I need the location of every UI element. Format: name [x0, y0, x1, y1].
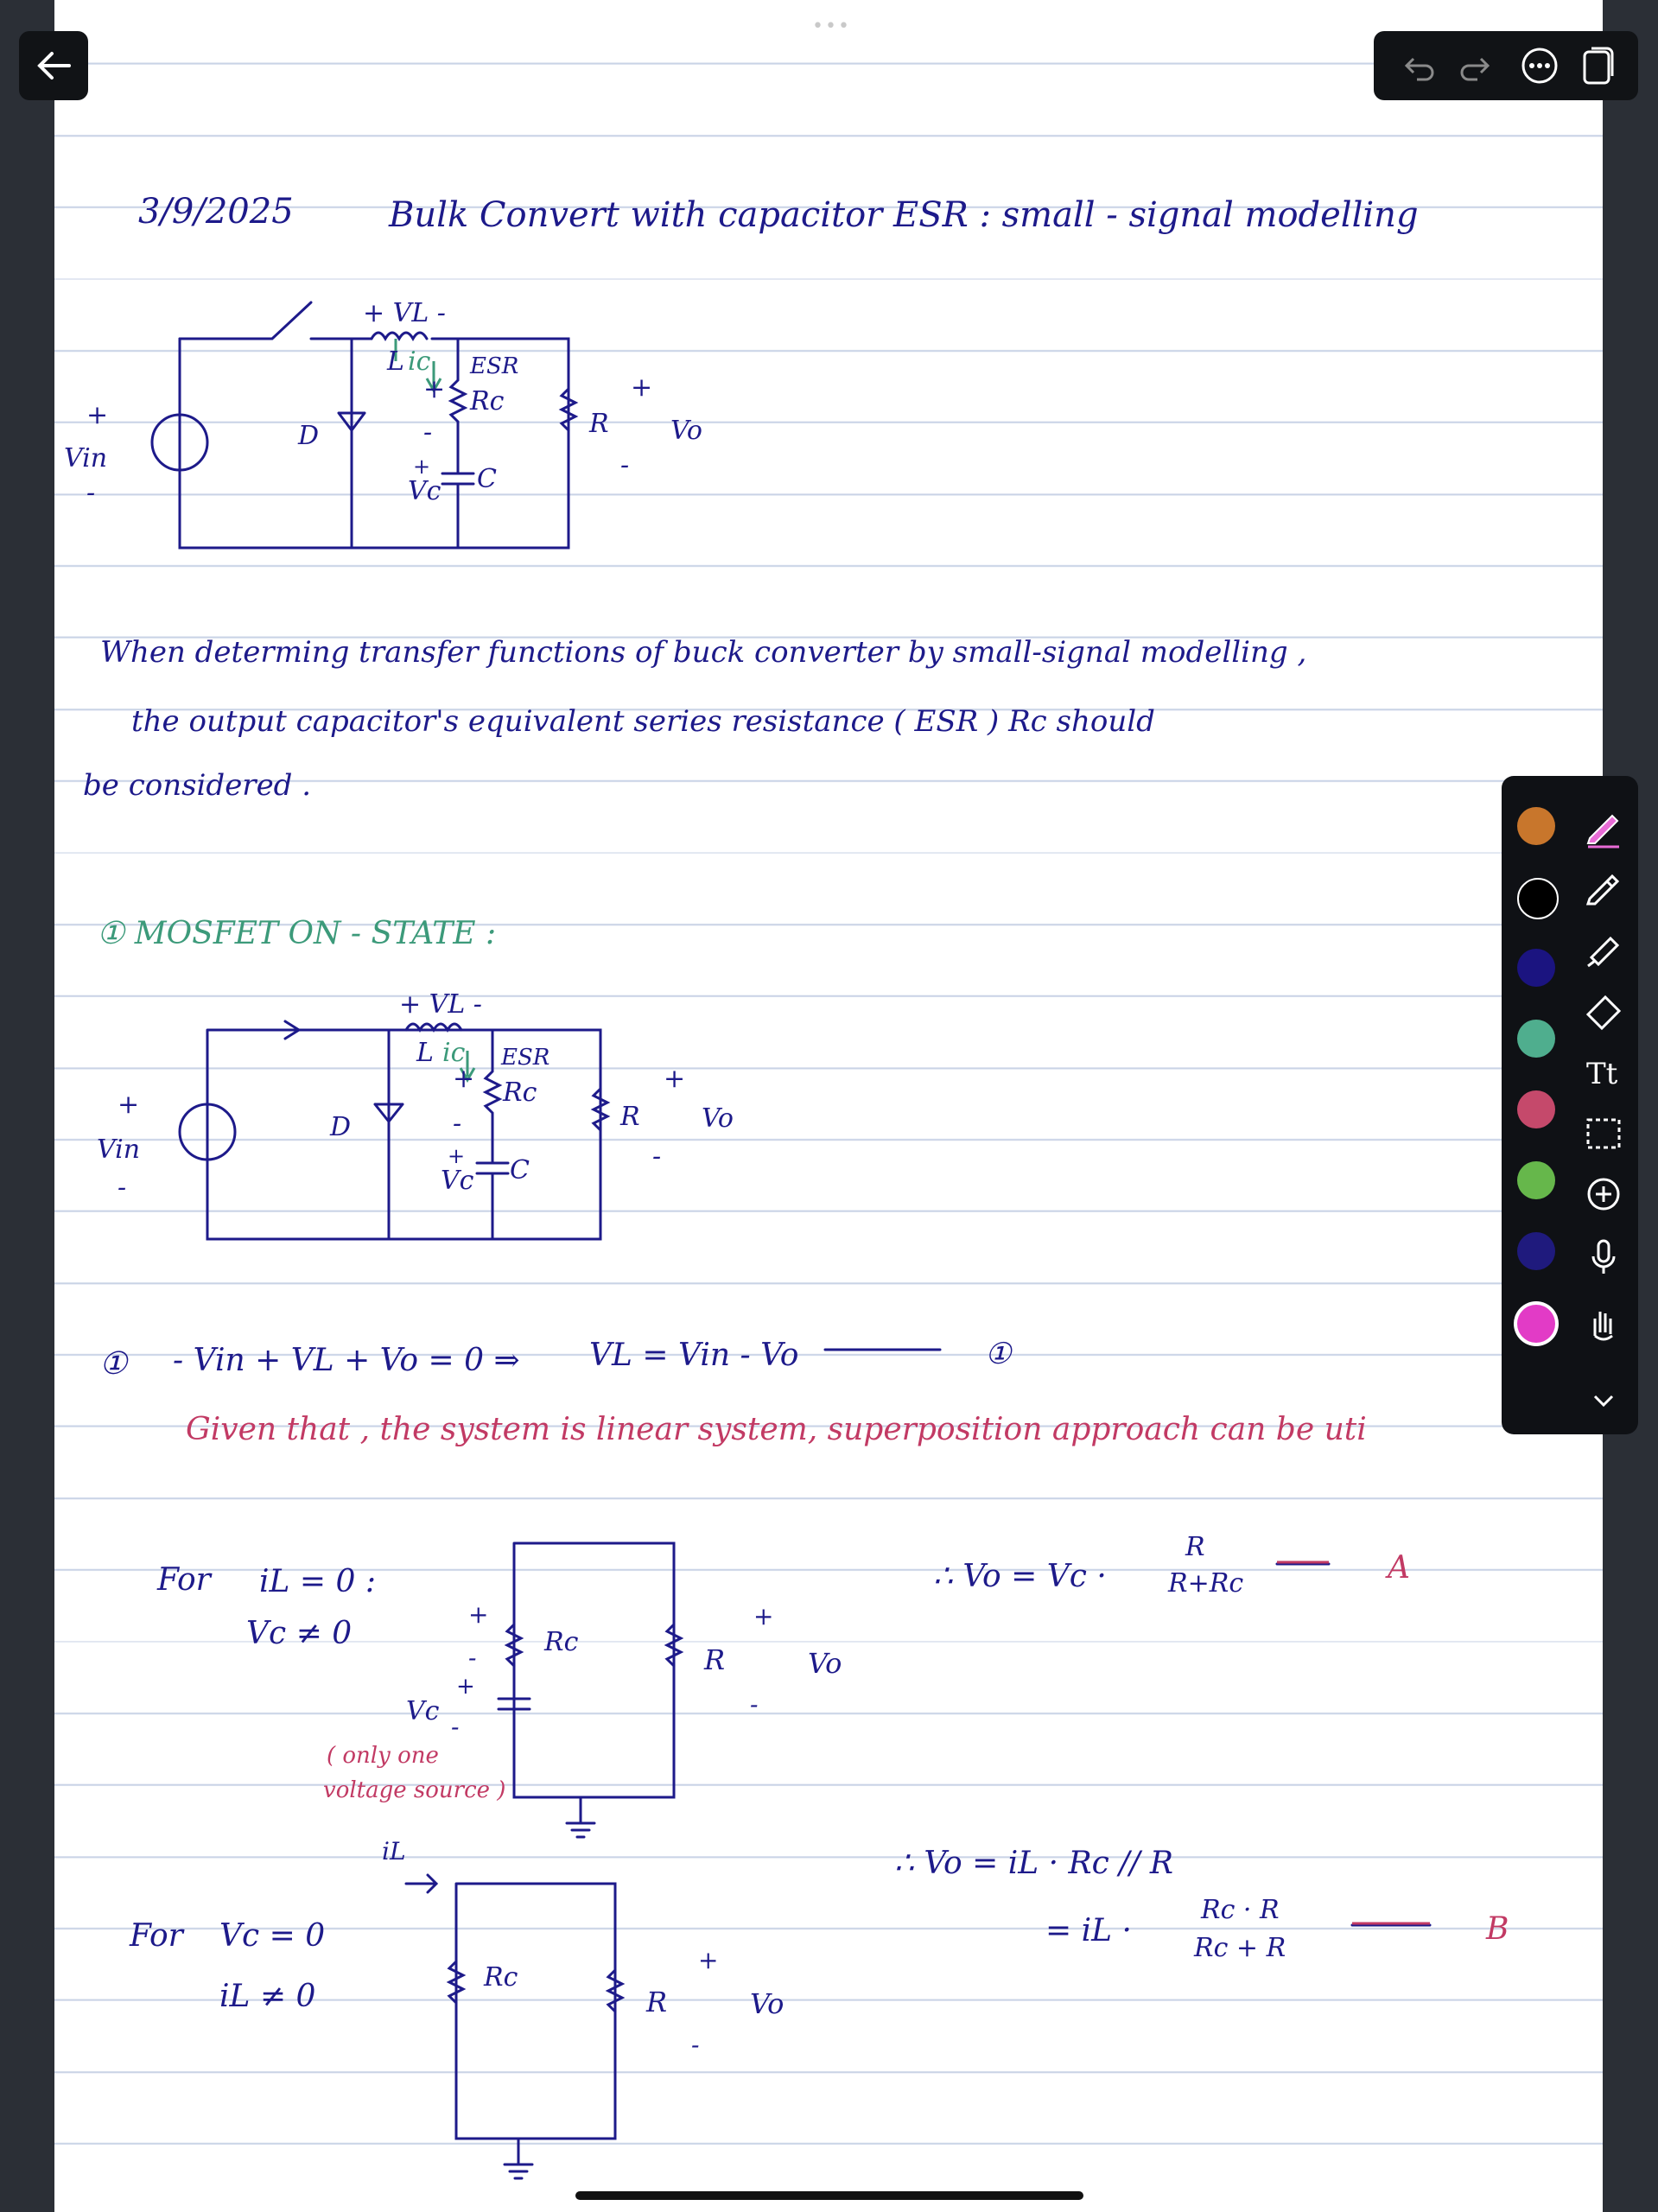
- label: +: [698, 1946, 719, 1974]
- circuit1-switch: [180, 302, 311, 339]
- svg-text:Tt: Tt: [1586, 1057, 1618, 1091]
- label: C: [510, 1155, 530, 1185]
- case1-frac-num: R: [1185, 1532, 1205, 1562]
- color-swatch-rose[interactable]: [1517, 1090, 1555, 1128]
- circuit4-current-arrow: [406, 1875, 436, 1892]
- pen-icon[interactable]: [1581, 804, 1626, 849]
- label: -: [453, 1109, 462, 1139]
- color-swatch-teal[interactable]: [1517, 1020, 1555, 1058]
- label: ic: [408, 346, 431, 377]
- case1-tag: A: [1388, 1550, 1410, 1586]
- back-button[interactable]: [19, 31, 88, 100]
- label: Vo: [808, 1647, 842, 1680]
- label: + VL -: [399, 989, 482, 1020]
- paragraph-line-1: When determing transfer functions of buck converter by small-signal modelling ,: [100, 635, 1307, 670]
- label: Rc: [544, 1627, 579, 1657]
- label: Vin: [64, 443, 108, 474]
- color-swatch-orange[interactable]: [1517, 807, 1555, 845]
- label: Vo: [670, 416, 702, 446]
- label: Vo: [750, 1987, 785, 2020]
- color-swatch-green[interactable]: [1517, 1161, 1555, 1199]
- paragraph-line-3: be considered .: [83, 768, 312, 803]
- label: Vin: [97, 1135, 141, 1165]
- redo-icon[interactable]: [1458, 47, 1496, 85]
- label: +: [448, 1144, 466, 1168]
- case2-condition-b: iL ≠ 0: [219, 1979, 316, 2014]
- label: iL: [382, 1837, 406, 1866]
- label: Rc: [470, 386, 505, 416]
- given-text: Given that , the system is linear system, superposition approach can be uti: [186, 1412, 1367, 1447]
- label: +: [453, 1064, 475, 1094]
- circuit2-esr: [486, 1030, 499, 1163]
- circuit1-capacitor: [442, 474, 473, 548]
- pen-tool-palette: [1502, 776, 1638, 1434]
- label: R: [589, 409, 609, 439]
- case2-for: For: [130, 1918, 183, 1954]
- lasso-select-icon[interactable]: [1581, 1111, 1626, 1156]
- paragraph-line-2: the output capacitor's equivalent series resistance ( ESR ) Rc should: [131, 704, 1155, 739]
- label: Vc: [406, 1696, 440, 1726]
- case1-condition-a: iL = 0 :: [259, 1564, 376, 1599]
- case2-frac-den: Rc + R: [1194, 1933, 1286, 1963]
- microphone-icon[interactable]: [1581, 1234, 1626, 1279]
- add-icon[interactable]: [1581, 1172, 1626, 1217]
- arrow-left-icon: [19, 31, 88, 100]
- case1-frac-den: R+Rc: [1168, 1568, 1244, 1599]
- case2-tag: B: [1486, 1911, 1509, 1947]
- color-swatch-black[interactable]: [1517, 878, 1559, 919]
- note-title: Bulk Convert with capacitor ESR : small - signal modelling: [389, 195, 1419, 235]
- label: -: [620, 450, 630, 480]
- eq1-text: - Vin + VL + Vo = 0 ⇒: [173, 1343, 520, 1378]
- label: +: [468, 1600, 489, 1629]
- label: +: [664, 1064, 686, 1094]
- label: + VL -: [363, 298, 446, 328]
- case1-for: For: [157, 1562, 211, 1598]
- handwritten-notes: [54, 0, 1603, 2212]
- label: -: [423, 417, 433, 448]
- label: D: [330, 1112, 352, 1142]
- page-view-icon[interactable]: [1578, 43, 1619, 88]
- label: -: [86, 478, 96, 508]
- hand-draw-icon[interactable]: [1581, 1298, 1626, 1343]
- drag-handle[interactable]: •••: [812, 16, 851, 37]
- eq1-result: VL = Vin - Vo: [589, 1338, 799, 1373]
- label: -: [451, 1713, 460, 1741]
- label: ic: [442, 1038, 466, 1068]
- label: ESR: [501, 1045, 550, 1071]
- label: +: [456, 1674, 475, 1700]
- circuit1-inductor: [372, 333, 427, 339]
- label: ESR: [470, 353, 519, 379]
- circuit4-ground: [505, 2139, 532, 2178]
- label: +: [423, 374, 446, 404]
- circuit3-wires: [514, 1543, 674, 1797]
- case2-equation-1: ∴ Vo = iL · Rc // R: [894, 1846, 1174, 1881]
- highlighter-icon[interactable]: [1581, 926, 1626, 971]
- circuit2-capacitor: [477, 1163, 508, 1239]
- label: Rc: [484, 1962, 518, 1993]
- color-swatch-indigo[interactable]: [1517, 1232, 1555, 1270]
- label: -: [468, 1643, 477, 1672]
- label: R: [646, 1986, 668, 2018]
- label: R: [620, 1102, 640, 1132]
- label: +: [118, 1090, 140, 1120]
- label: -: [750, 1690, 759, 1719]
- circuit3-ground: [567, 1797, 594, 1837]
- case1-note: ( only one: [327, 1743, 439, 1769]
- label: Vc: [441, 1166, 474, 1196]
- case1-equation: ∴ Vo = Vc ·: [933, 1559, 1107, 1594]
- eraser-icon[interactable]: [1581, 987, 1626, 1032]
- label: Vo: [702, 1103, 734, 1134]
- label: +: [413, 454, 431, 479]
- circuit1-esr: [451, 339, 465, 474]
- undo-icon[interactable]: [1398, 47, 1436, 85]
- section-mosfet-on: ① MOSFET ON - STATE :: [97, 916, 497, 951]
- label: Vc: [408, 476, 441, 506]
- case2-condition-a: Vc = 0: [219, 1918, 326, 1954]
- more-horizontal-icon[interactable]: [1519, 45, 1560, 86]
- note-date: 3/9/2025: [138, 192, 294, 232]
- label: Rc: [503, 1077, 537, 1108]
- label: D: [298, 421, 320, 451]
- pencil-icon[interactable]: [1581, 864, 1626, 909]
- label: -: [652, 1141, 662, 1172]
- label: -: [118, 1173, 127, 1203]
- case2-frac-num: Rc · R: [1201, 1895, 1280, 1925]
- case1-condition-b: Vc ≠ 0: [246, 1616, 353, 1651]
- circuit4-wires: [456, 1884, 615, 2139]
- notebook-page[interactable]: [54, 0, 1603, 2212]
- case1-note: voltage source ): [323, 1777, 506, 1803]
- color-swatch-magenta[interactable]: [1517, 1305, 1555, 1343]
- eq1-number: ①: [99, 1346, 128, 1382]
- eq1-tag: ①: [985, 1337, 1012, 1371]
- chevron-down-icon[interactable]: [1581, 1377, 1626, 1422]
- label: +: [631, 372, 653, 403]
- label: L: [387, 346, 404, 377]
- home-indicator: [575, 2191, 1083, 2200]
- label: R: [704, 1643, 726, 1676]
- label: +: [753, 1602, 774, 1630]
- color-swatch-navy[interactable]: [1517, 949, 1555, 987]
- case2-equation-2: = iL ·: [1045, 1913, 1132, 1948]
- label: C: [477, 464, 497, 494]
- label: -: [691, 2031, 700, 2059]
- top-toolbar: [1374, 31, 1638, 100]
- text-tool-icon[interactable]: [1581, 1049, 1626, 1094]
- label: L: [416, 1038, 434, 1068]
- label: +: [86, 400, 109, 430]
